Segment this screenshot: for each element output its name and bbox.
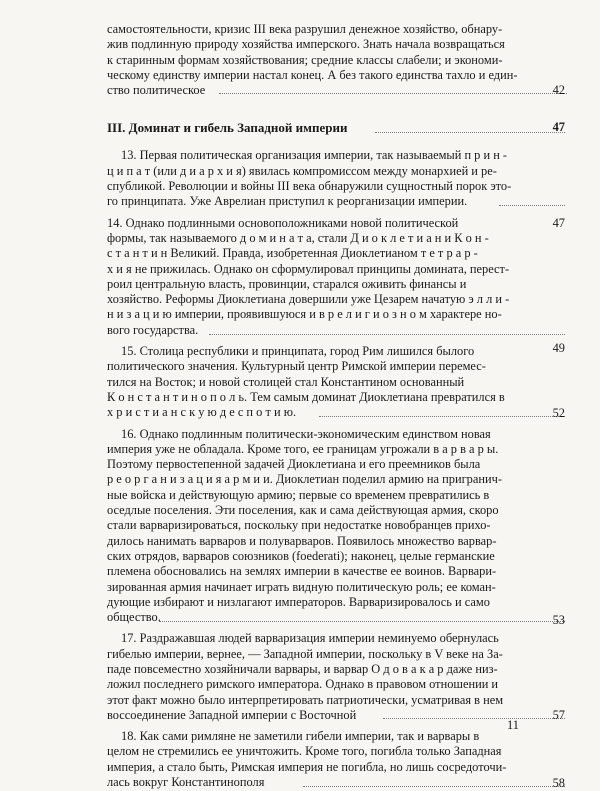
text-line: дующие избирают и низлагают императоров. Варваризировалось и само: [107, 594, 490, 609]
text-line: 16. Однако подлинным политически-экономическим единством новая: [121, 426, 491, 441]
text-line: политического значения. Культурный центр Римской империи перемес-: [107, 359, 486, 374]
toc-paragraph-17: [107, 631, 565, 723]
text-line: дилось нанимать варваров и полуварваров. Появилось множество варвар-: [107, 533, 497, 548]
toc-paragraph-13: [107, 148, 522, 209]
text-line: племена обосновались на землях империи в качестве ее воинов. Варвари-: [107, 564, 497, 579]
text-line: х р и с т и а н с к у ю д е с п о т и ю.: [107, 405, 297, 420]
text-line: ских отрядов, варваров союзников (foederati); наконец, целые германские: [107, 548, 495, 563]
text-line: ц и п а т (или д и а р х и я) явилась компромиссом между монархией и ре-: [107, 163, 497, 178]
dot-leader: [303, 786, 565, 787]
dot-leader: [209, 334, 565, 335]
text-line: 14. Однако подлинными основоположниками новой политической: [107, 215, 459, 230]
text-line: зированная армия начинает играть видную политическую роль; ее коман-: [107, 579, 496, 594]
text-line: империя уже не обладала. Кроме того, ее границам угрожали в а р в а р ы.: [107, 441, 499, 456]
text-line: целом не стремились ее уничтожить. Кроме того, погибла только Западная: [107, 744, 502, 759]
text-line: х и я не прижилась. Однако он сформулировал принципы домината, перест-: [107, 261, 510, 276]
text-line: этот факт можно было интерпретировать патриотически, усматривая в нем: [107, 692, 504, 707]
page-ref: 47: [552, 120, 565, 135]
section-heading: [107, 120, 565, 136]
dot-leader: [219, 93, 567, 94]
text-line: общество.: [107, 610, 161, 625]
text-line: 13. Первая политическая организация империи, так называемый п р и н -: [121, 148, 508, 163]
text-line: оседлые поселения. Эти поселения, как и сама действующая армия, скоро: [107, 503, 499, 518]
page-ref: 47: [552, 215, 565, 230]
text-line: н и з а ц и ю империи, проявившуюся и в р е л и г и о з н о м характере но-: [107, 307, 502, 322]
text-line: го принципата. Уже Аврелиан приступил к реорганизации империи.: [107, 194, 468, 209]
text-line: лась вокруг Константинополя: [107, 775, 265, 790]
text-line: спубликой. Революции и войны III века обнаружили сущностный порок это-: [107, 179, 512, 194]
text-line: формы, так называемого д о м и н а т а, стали Д и о к л е т и а н и К о н -: [107, 230, 489, 245]
text-line: хозяйство. Реформы Диоклетиана довершили уже Цезарем начатую э л л и -: [107, 292, 510, 307]
text-line: стали варваризироваться, поскольку при недостатке новобранцев прихо-: [107, 518, 491, 533]
page-ref: 52: [552, 406, 565, 421]
text-line: 17. Раздражавшая людей варваризация империи неминуемо обернулась: [121, 631, 499, 646]
section-title: III. Доминат и гибель Западной империи: [107, 120, 348, 136]
toc-paragraph-16: [107, 426, 565, 627]
text-line: воссоединение Западной империи с Восточной: [107, 707, 357, 722]
text-line: империя, а стало быть, Римская империя не погибла, но лишь сосредоточи-: [107, 759, 507, 774]
page-ref: 57: [552, 708, 565, 723]
text-line: 15. Столица республики и принципата, город Рим лишился былого: [121, 344, 475, 359]
text-line: К о н с т а н т и н о п о л ь. Тем самым доминат Диоклетиана превратился в: [107, 389, 505, 404]
text-line: ложил последнего римского императора. Однако в правовом отношении и: [107, 677, 499, 692]
page-number: 11: [507, 718, 519, 732]
text-line: 18. Как сами римляне не заметили гибели империи, так и варвары в: [121, 729, 480, 744]
text-line: ческому единству империи настал конец. А без такого единства тахло и един-: [107, 67, 518, 82]
page-ref: 53: [552, 612, 565, 627]
text-line: р е о р г а н и з а ц и я а р м и и. Диоклетиан поделил армию на пригранич-: [107, 472, 502, 487]
text-line: вого государства.: [107, 322, 199, 337]
dot-leader: [499, 205, 565, 206]
text-line: тился на Восток; и новой столицей стал Константином основанный: [107, 374, 465, 389]
page-ref: 42: [552, 83, 565, 97]
text-line: ство политическое: [107, 83, 206, 98]
text-line: к старинным формам хозяйствования; средние классы слабели; и экономи-: [107, 52, 503, 67]
text-line: роил центральную власть, провинции, старался оживить финансы и: [107, 276, 467, 291]
text-line: с т а н т и н Великий. Правда, изобретенная Диоклетианом т е т р а р -: [107, 246, 478, 261]
text-line: гибелью империи, вернее, — Западной империи, поскольку в V веке на За-: [107, 646, 503, 661]
page-ref: 49: [552, 340, 565, 355]
dot-leader: [159, 621, 565, 622]
text-line: жив подлинную природу хозяйства имперского. Знать начала возвращаться: [107, 37, 505, 52]
page-ref: 58: [552, 776, 565, 791]
table-of-contents: [107, 22, 565, 791]
toc-paragraph-18: [107, 729, 565, 791]
text-line: паде повсеместно хозяйничали варвары, и варвар О д о в а к а р даже низ-: [107, 661, 498, 676]
text-line: ные войска и действующую армию; первые со временем превратились в: [107, 487, 490, 502]
text-line: Поэтому первостепенной задачей Диоклетиана и его преемников была: [107, 457, 481, 472]
text-line: самостоятельности, кризис III века разрушил денежное хозяйство, обнару-: [107, 22, 503, 36]
toc-intro-paragraph: [107, 22, 565, 98]
